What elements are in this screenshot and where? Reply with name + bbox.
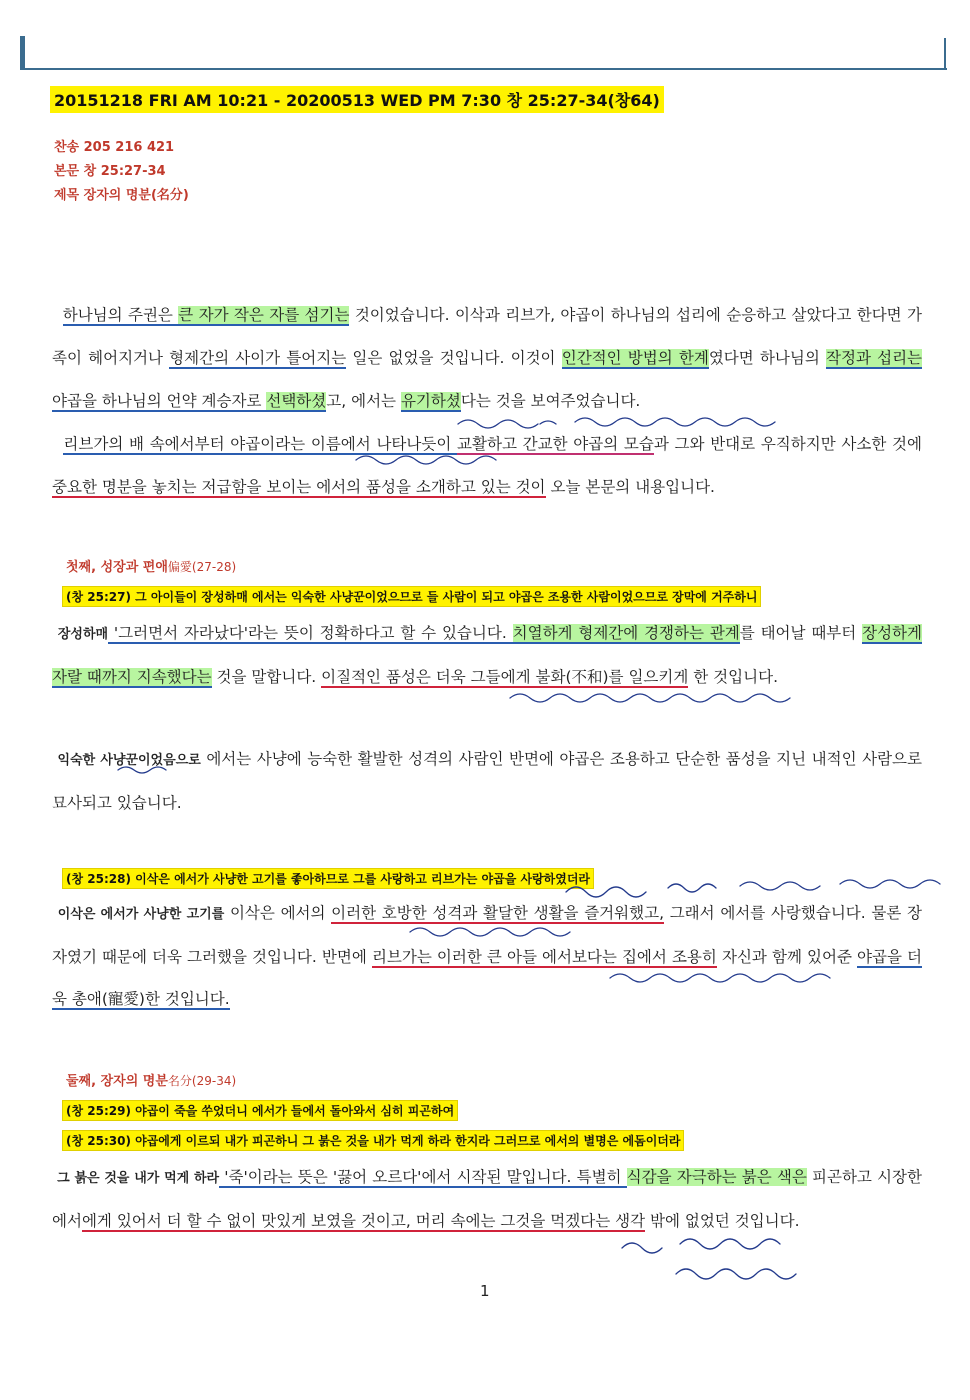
scribble-9 bbox=[676, 1269, 796, 1279]
section1-title: 첫째, 성장과 편애偏愛(27-28) bbox=[66, 560, 237, 575]
frame-right-tick bbox=[944, 38, 946, 70]
verse-30: (창 25:30) 야곱에게 이르되 내가 피곤하니 그 붉은 것을 내가 먹게 하라 한지라 그러므로 에서의 별명은 에돔이더라 bbox=[62, 1130, 684, 1151]
verse-28: (창 25:28) 이삭은 에서가 사냥한 고기를 좋아하므로 그를 사랑하고 리브가는 야곱을 사랑하였더라 bbox=[62, 868, 594, 889]
meta-hymn: 찬송 205 216 421 bbox=[54, 140, 175, 155]
document-header: 20151218 FRI AM 10:21 - 20200513 WED PM 7:30 창 25:27-34(창64) bbox=[50, 86, 664, 113]
verse-29: (창 25:29) 야곱이 죽을 쑤었더니 에서가 들에서 돌아와서 심히 피곤하여 bbox=[62, 1100, 458, 1121]
section2-title: 둘째, 장자의 명분名分(29-34) bbox=[66, 1074, 237, 1089]
intro-paragraph: 하나님의 주권은 큰 자가 작은 자를 섬기는 것이었습니다. 이삭과 리브가, 야곱이 하나님의 섭리에 순응하고 살았다고 한다면 가족이 헤어지거나 형제간의 사이가 틀어지는 일은 없었을 것입니다. 이것이 인간적인 방법의 한계였다면 하나님의 작정과 섭리는 야곱을 하나님의 언약 계승자로 선택하셨고, 에서는 유기하셨다는 것을 보여주었습니다. 리브가의 배 속에서부터 야곱이라는 이름에서 나타나듯이 교활하고 간교한 야곱의 모습과 그와 반대로 우직하지만 사소한 것에 중요한 명분을 놓치는 저급함을 보이는 에서의 품성을 소개하고 있는 것이 오늘 본문의 내용입니다. bbox=[52, 306, 923, 496]
page-number: 1 bbox=[480, 1282, 490, 1300]
frame-top-rule bbox=[22, 68, 947, 70]
section1-paragraph-1: 장성하매 '그러면서 자라났다'라는 뜻이 정확하다고 할 수 있습니다. 치열하게 형제간에 경쟁하는 관계를 태어날 때부터 장성하게 자랄 때까지 지속했다는 것을 말합니다. 이질적인 품성은 더욱 그들에게 불화(不和)를 일으키게 한 것입니다. bbox=[52, 624, 922, 686]
section1-paragraph-2: 익숙한 사냥꾼이었음으로 에서는 사냥에 능숙한 활발한 성격의 사람인 반면에 야곱은 조용하고 단순한 품성을 지닌 내적인 사람으로 묘사되고 있습니다. bbox=[52, 750, 922, 812]
section2-paragraph-1: 그 붉은 것을 내가 먹게 하라 '죽'이라는 뜻은 '끓어 오르다'에서 시작된 말입니다. 특별히 식감을 자극하는 붉은 색은 피곤하고 시장한 에서에게 있어서 더 할 수 없이 맛있게 보였을 것이고, 머리 속에는 그것을 먹겠다는 생각 밖에 없었던 것입니다. bbox=[52, 1168, 922, 1230]
meta-text: 본문 창 25:27-34 bbox=[54, 164, 166, 179]
meta-title: 제목 장자의 명분(名分) bbox=[54, 188, 189, 203]
frame-left-bar bbox=[20, 36, 25, 70]
verse-27: (창 25:27) 그 아이들이 장성하매 에서는 익숙한 사냥꾼이었으므로 들 사람이 되고 야곱은 조용한 사람이었으므로 장막에 거주하니 bbox=[62, 586, 761, 607]
section1-paragraph-3: 이삭은 에서가 사냥한 고기를 이삭은 에서의 이러한 호방한 성격과 활달한 생활을 즐거워했고, 그래서 에서를 사랑했습니다. 물론 장자였기 때문에 더욱 그러했을 것입니다. 반면에 리브가는 이러한 큰 아들 에서보다는 집에서 조용히 자신과 함께 있어준 야곱을 더욱 총애(寵愛)한 것입니다. bbox=[52, 904, 922, 1008]
